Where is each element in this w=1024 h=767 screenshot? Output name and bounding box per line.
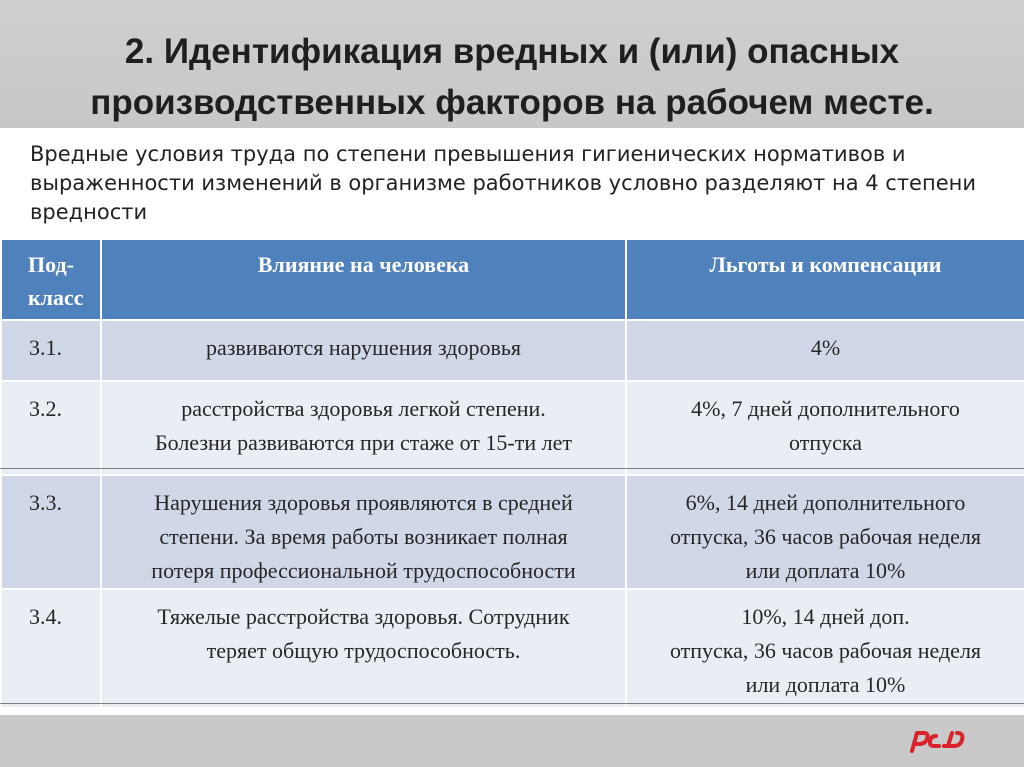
table-header-row xyxy=(1,239,1024,320)
header-subclass: Под- класс xyxy=(1,239,101,320)
row-subclass: 3.4. xyxy=(1,589,101,708)
row-subclass: 3.1. xyxy=(1,320,101,381)
row-benefits: 4%, 7 дней дополнительного отпуска xyxy=(626,381,1024,475)
row-benefits: 10%, 14 дней доп. отпуска, 36 часов рабочая неделя или доплата 10% xyxy=(626,589,1024,708)
row-impact: развиваются нарушения здоровья xyxy=(101,320,626,381)
header-benefits: Льготы и компенсации xyxy=(626,239,1024,320)
row-impact: расстройства здоровья легкой степени. Болезни развиваются при стаже от 15-ти лет xyxy=(101,381,626,475)
table-row xyxy=(1,381,1024,475)
row-divider xyxy=(0,468,1024,469)
header-impact: Влияние на человека xyxy=(101,239,626,320)
table-row xyxy=(1,589,1024,708)
table-bottom-divider xyxy=(0,703,1024,704)
row-benefits: 4% xyxy=(626,320,1024,381)
row-subclass: 3.3. xyxy=(1,475,101,589)
hazard-classes-table xyxy=(0,238,1024,709)
row-benefits: 6%, 14 дней дополнительного отпуска, 36 часов рабочая неделя или доплата 10% xyxy=(626,475,1024,589)
slide-title: 2. Идентификация вредных и (или) опасных производственных факторов на рабочем месте. xyxy=(90,32,934,122)
row-impact: Нарушения здоровья проявляются в средней степени. За время работы возникает полная потеря профессиональной трудоспособности xyxy=(101,475,626,589)
footer-band xyxy=(0,715,1024,767)
row-impact: Тяжелые расстройства здоровья. Сотрудник теряет общую трудоспособность. xyxy=(101,589,626,708)
row-subclass: 3.2. xyxy=(1,381,101,475)
table-row xyxy=(1,475,1024,589)
table-row xyxy=(1,320,1024,381)
slide-subtitle: Вредные условия труда по степени превышения гигиенических нормативов и выраженности изменений в организме работников условно разделяют на 4 степени вредности xyxy=(30,142,976,224)
rzd-logo-icon xyxy=(906,727,972,755)
